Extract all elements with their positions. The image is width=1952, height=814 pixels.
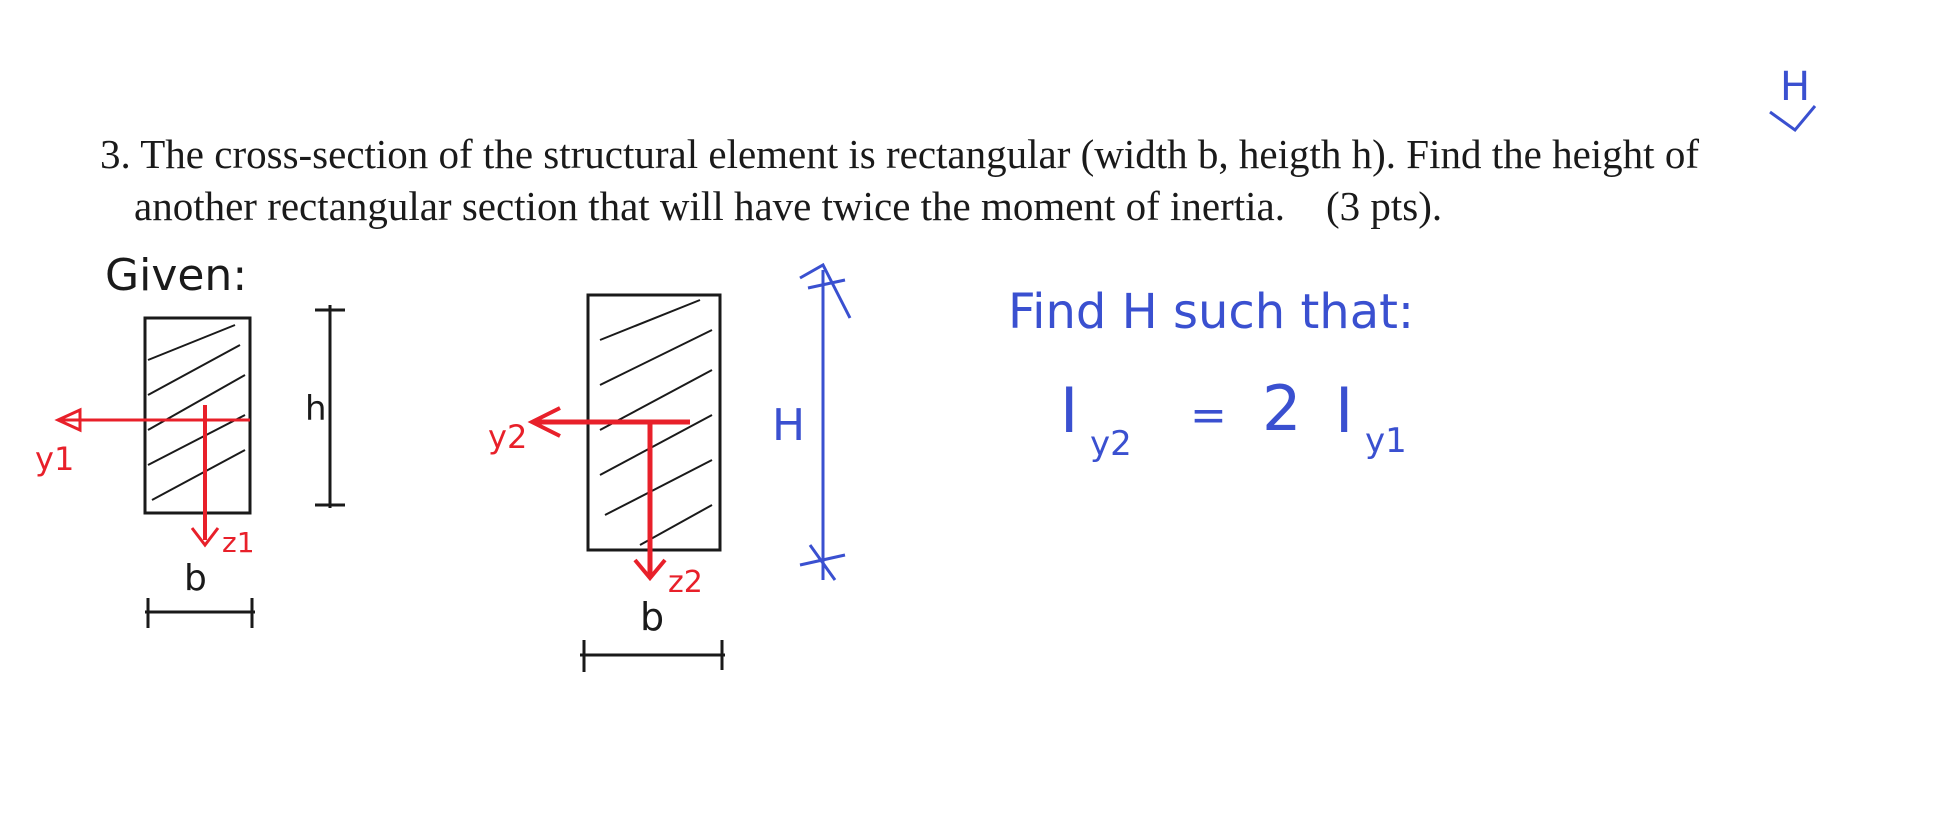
axis-y1-label: y1: [35, 440, 75, 478]
axis-z2-label: z2: [668, 565, 703, 600]
section-1-hatching: [148, 325, 245, 500]
section-2-width-label: b: [640, 595, 665, 639]
axis-y2-label: y2: [488, 418, 528, 456]
equation-factor: 2: [1262, 372, 1302, 445]
problem-number: 3.: [100, 131, 131, 177]
problem-points: (3 pts).: [1325, 183, 1443, 229]
section-1-width-label: b: [184, 558, 207, 599]
given-label: Given:: [105, 250, 248, 301]
equation-lhs-subscript: y2: [1090, 424, 1132, 464]
section-1-height-label: h: [305, 389, 327, 429]
equation-rhs: I: [1335, 374, 1354, 447]
equation-lhs: I: [1060, 374, 1079, 447]
section-2: [488, 265, 850, 672]
equation-equals: =: [1190, 390, 1227, 441]
find-text: Find H such that:: [1008, 284, 1415, 340]
equation-rhs-subscript: y1: [1365, 421, 1407, 461]
equation: [1060, 372, 1407, 464]
axis-z1-label: z1: [222, 526, 255, 559]
problem-text-1: The cross-section of the structural element is rectangular (width b, heigth h). Find the height of: [140, 131, 1699, 177]
section-2-height-label: H: [772, 400, 806, 451]
problem-text-2: another rectangular section that will have twice the moment of inertia.: [134, 183, 1285, 229]
section-1: [35, 305, 345, 628]
annotation-top-h: H: [1780, 64, 1811, 110]
